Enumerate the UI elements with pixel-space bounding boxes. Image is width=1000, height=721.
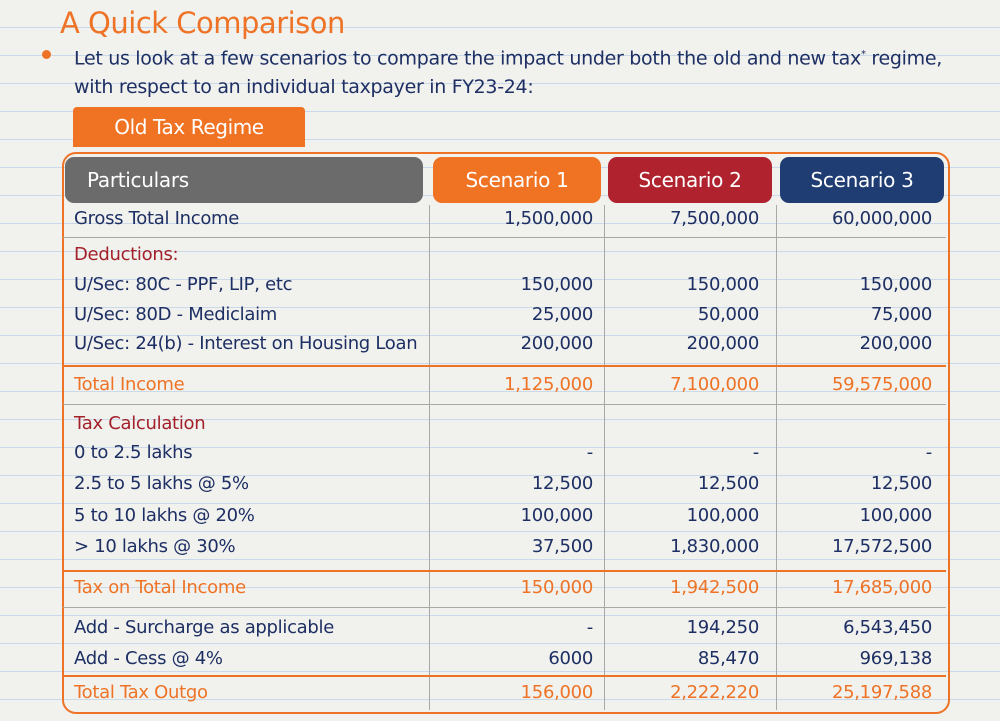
scenario-3-value: 969,138	[859, 648, 932, 669]
regime-tab: Old Tax Regime	[73, 107, 305, 147]
row-label: > 10 lakhs @ 30%	[74, 536, 236, 557]
scenario-2-value: 200,000	[686, 333, 759, 354]
scenario-1-value: 150,000	[520, 274, 593, 295]
header-scenario-2: Scenario 2	[608, 157, 772, 203]
scenario-1-value: 200,000	[520, 333, 593, 354]
column-divider	[604, 205, 605, 710]
row-label: Tax on Total Income	[74, 577, 246, 598]
page-title: A Quick Comparison	[60, 6, 345, 40]
row-label: 5 to 10 lakhs @ 20%	[74, 505, 255, 526]
header-particulars: Particulars	[65, 157, 423, 203]
scenario-2-value: 194,250	[686, 617, 759, 638]
scenario-2-value: 12,500	[697, 473, 759, 494]
scenario-2-value: 7,100,000	[670, 374, 759, 395]
bullet-dot	[42, 50, 51, 59]
scenario-1-value: 1,500,000	[504, 208, 593, 229]
scenario-1-value: -	[586, 617, 593, 638]
scenario-2-value: 1,830,000	[670, 536, 759, 557]
row-label: U/Sec: 24(b) - Interest on Housing Loan	[74, 333, 418, 354]
scenario-2-value: -	[752, 442, 759, 463]
row-label: Add - Surcharge as applicable	[74, 617, 335, 638]
scenario-2-value: 100,000	[686, 505, 759, 526]
scenario-3-value: 75,000	[870, 304, 932, 325]
scenario-1-value: 150,000	[520, 577, 593, 598]
row-divider	[63, 675, 946, 677]
scenario-3-value: -	[925, 442, 932, 463]
scenario-2-value: 2,222,220	[670, 682, 759, 703]
row-label: Add - Cess @ 4%	[74, 648, 223, 669]
scenario-1-value: 1,125,000	[504, 374, 593, 395]
column-divider	[429, 205, 430, 710]
row-label: U/Sec: 80D - Mediclaim	[74, 304, 278, 325]
scenario-3-value: 17,685,000	[831, 577, 932, 598]
scenario-2-value: 150,000	[686, 274, 759, 295]
scenario-2-value: 7,500,000	[670, 208, 759, 229]
scenario-3-value: 59,575,000	[831, 374, 932, 395]
row-divider	[63, 404, 946, 405]
scenario-2-value: 50,000	[697, 304, 759, 325]
scenario-3-value: 200,000	[859, 333, 932, 354]
header-scenario-3: Scenario 3	[780, 157, 944, 203]
row-label: U/Sec: 80C - PPF, LIP, etc	[74, 274, 293, 295]
row-label: 2.5 to 5 lakhs @ 5%	[74, 473, 249, 494]
scenario-1-value: 25,000	[531, 304, 593, 325]
intro-text-before: Let us look at a few scenarios to compare the impact under both the old and new tax	[74, 47, 861, 70]
scenario-3-value: 60,000,000	[831, 208, 932, 229]
header-scenario-1: Scenario 1	[433, 157, 601, 203]
scenario-1-value: 37,500	[531, 536, 593, 557]
scenario-3-value: 25,197,588	[831, 682, 932, 703]
intro-text	[74, 40, 974, 102]
tax-calculation-heading: Tax Calculation	[74, 413, 206, 434]
scenario-3-value: 100,000	[859, 505, 932, 526]
scenario-1-value: 12,500	[531, 473, 593, 494]
row-divider	[63, 570, 946, 572]
intro-text-after: regime, with respect to an individual taxpayer in FY23-24:	[74, 47, 942, 99]
scenario-1-value: 6000	[548, 648, 593, 669]
scenario-1-value: -	[586, 442, 593, 463]
row-label: 0 to 2.5 lakhs	[74, 442, 193, 463]
row-divider	[63, 607, 946, 608]
scenario-3-value: 17,572,500	[831, 536, 932, 557]
row-label: Total Tax Outgo	[74, 682, 208, 703]
column-divider	[776, 205, 777, 710]
row-label: Gross Total Income	[74, 208, 240, 229]
scenario-3-value: 150,000	[859, 274, 932, 295]
scenario-2-value: 85,470	[697, 648, 759, 669]
scenario-1-value: 100,000	[520, 505, 593, 526]
scenario-2-value: 1,942,500	[670, 577, 759, 598]
scenario-1-value: 156,000	[520, 682, 593, 703]
intro-superscript: *	[860, 49, 866, 60]
deductions-heading: Deductions:	[74, 244, 179, 265]
row-divider	[63, 365, 946, 367]
row-label: Total Income	[74, 374, 185, 395]
row-divider	[63, 237, 946, 238]
scenario-3-value: 6,543,450	[843, 617, 932, 638]
scenario-3-value: 12,500	[870, 473, 932, 494]
